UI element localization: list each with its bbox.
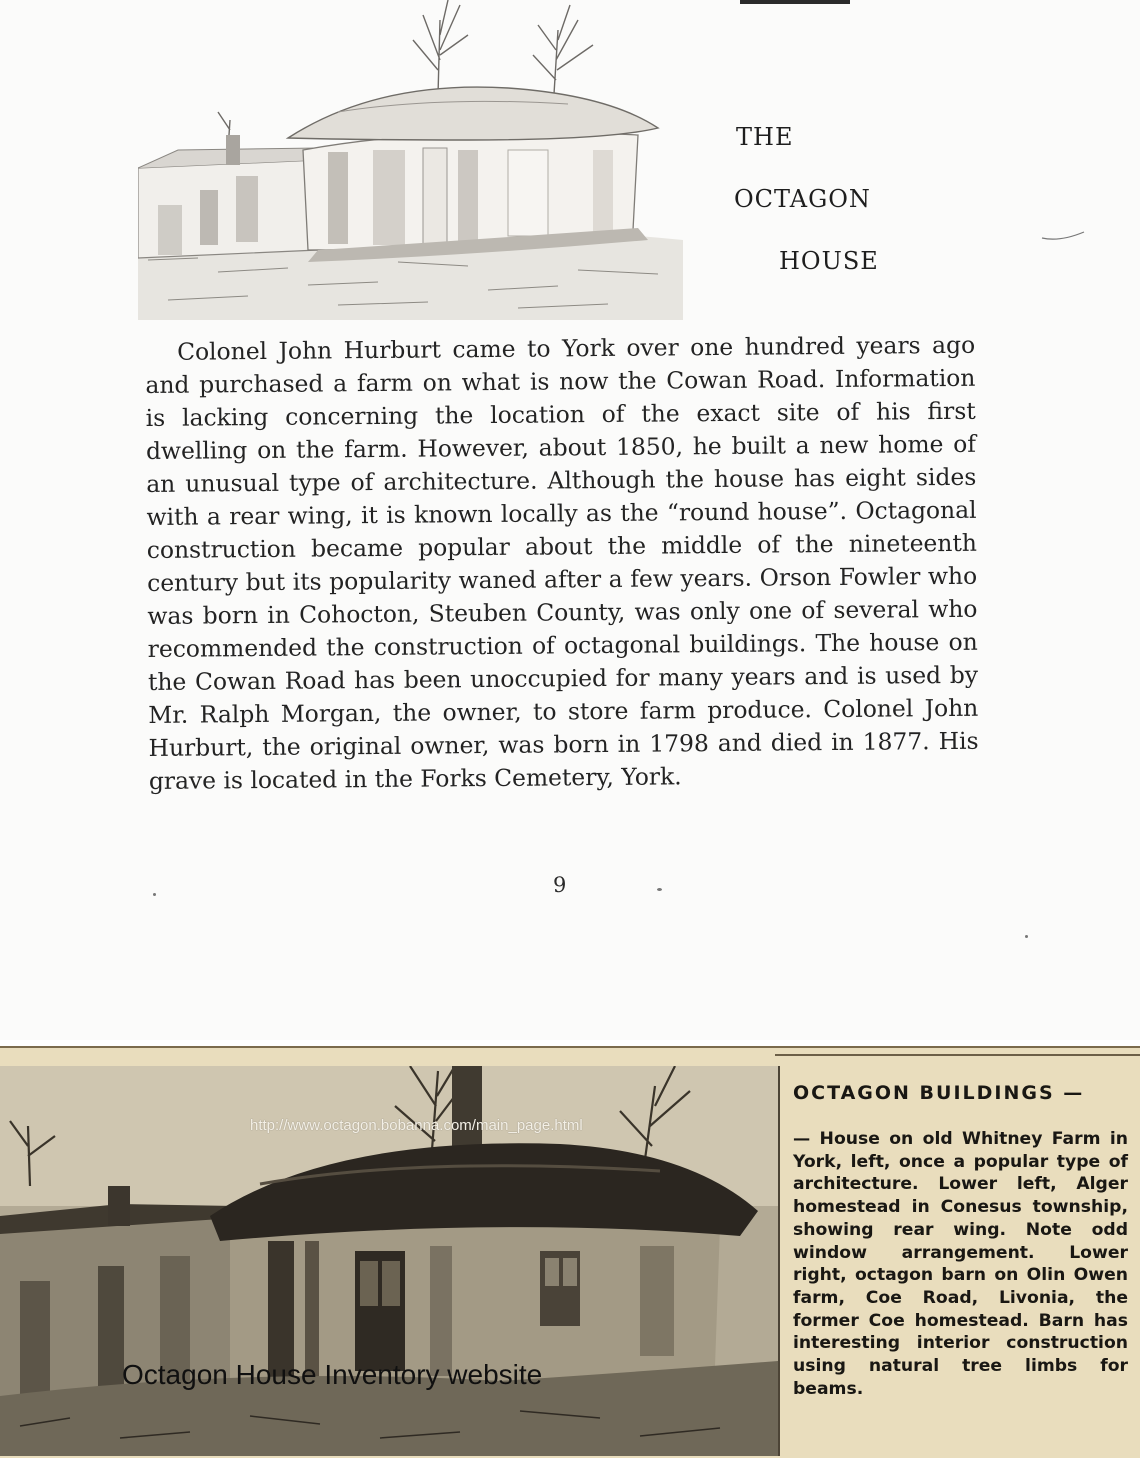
caption-heading: OCTAGON BUILDINGS — bbox=[793, 1082, 1085, 1104]
ink-smudge bbox=[1040, 226, 1086, 244]
speck bbox=[1025, 935, 1028, 938]
article-body: Colonel John Hurburt came to York over one hundred years ago and purchased a farm on what is now the Cowan Road. Information is lacking concerning the location of the exact site of his first dwelling on the farm. However, about 1850, he built a new home of an unusual type of architecture. Although the house has eight sides with a rear wing, it is known locally as the “round house”. Octagonal construction became popular about the middle of the nineteenth century but its popularity waned after a few years. Orson Fowler who was born in Cohocton, Steuben County, was only one of several who recommended the construction of octagonal buildings. The house on the Cowan Road has been unoccupied for many years and is used by Mr. Ralph Morgan, the owner, to store farm produce. Colonel John Hurburt, the original owner, was born in 1798 and died in 1877. His grave is located in the Forks Cemetery, York. bbox=[145, 330, 979, 795]
octagon-house-sketch bbox=[138, 0, 683, 320]
title-line: THE bbox=[736, 123, 794, 151]
clipping-rule bbox=[775, 1054, 1140, 1056]
photo-caption bbox=[781, 1066, 1133, 1456]
title-line: OCTAGON bbox=[734, 185, 871, 213]
title-line: HOUSE bbox=[779, 247, 879, 275]
speck bbox=[153, 893, 156, 896]
page-edge-mark bbox=[740, 0, 850, 4]
speck bbox=[657, 888, 662, 891]
watermark-site-name: Octagon House Inventory website bbox=[122, 1359, 543, 1390]
caption-body: — House on old Whitney Farm in York, left, once a popular type of architecture. Lower left, Alger homestead in Conesus township, showing rear wing. Note odd window arrangement. Lower right, octagon barn on Olin Owen farm, Coe Road, Livonia, the former Coe homestead. Barn has interesting interior construction using natural tree limbs for beams. bbox=[793, 1129, 1128, 1399]
article-title bbox=[700, 118, 920, 288]
page-number: 9 bbox=[553, 873, 567, 897]
watermark-url: http://www.octagon.bobanna.com/main_page.html bbox=[250, 1117, 583, 1134]
